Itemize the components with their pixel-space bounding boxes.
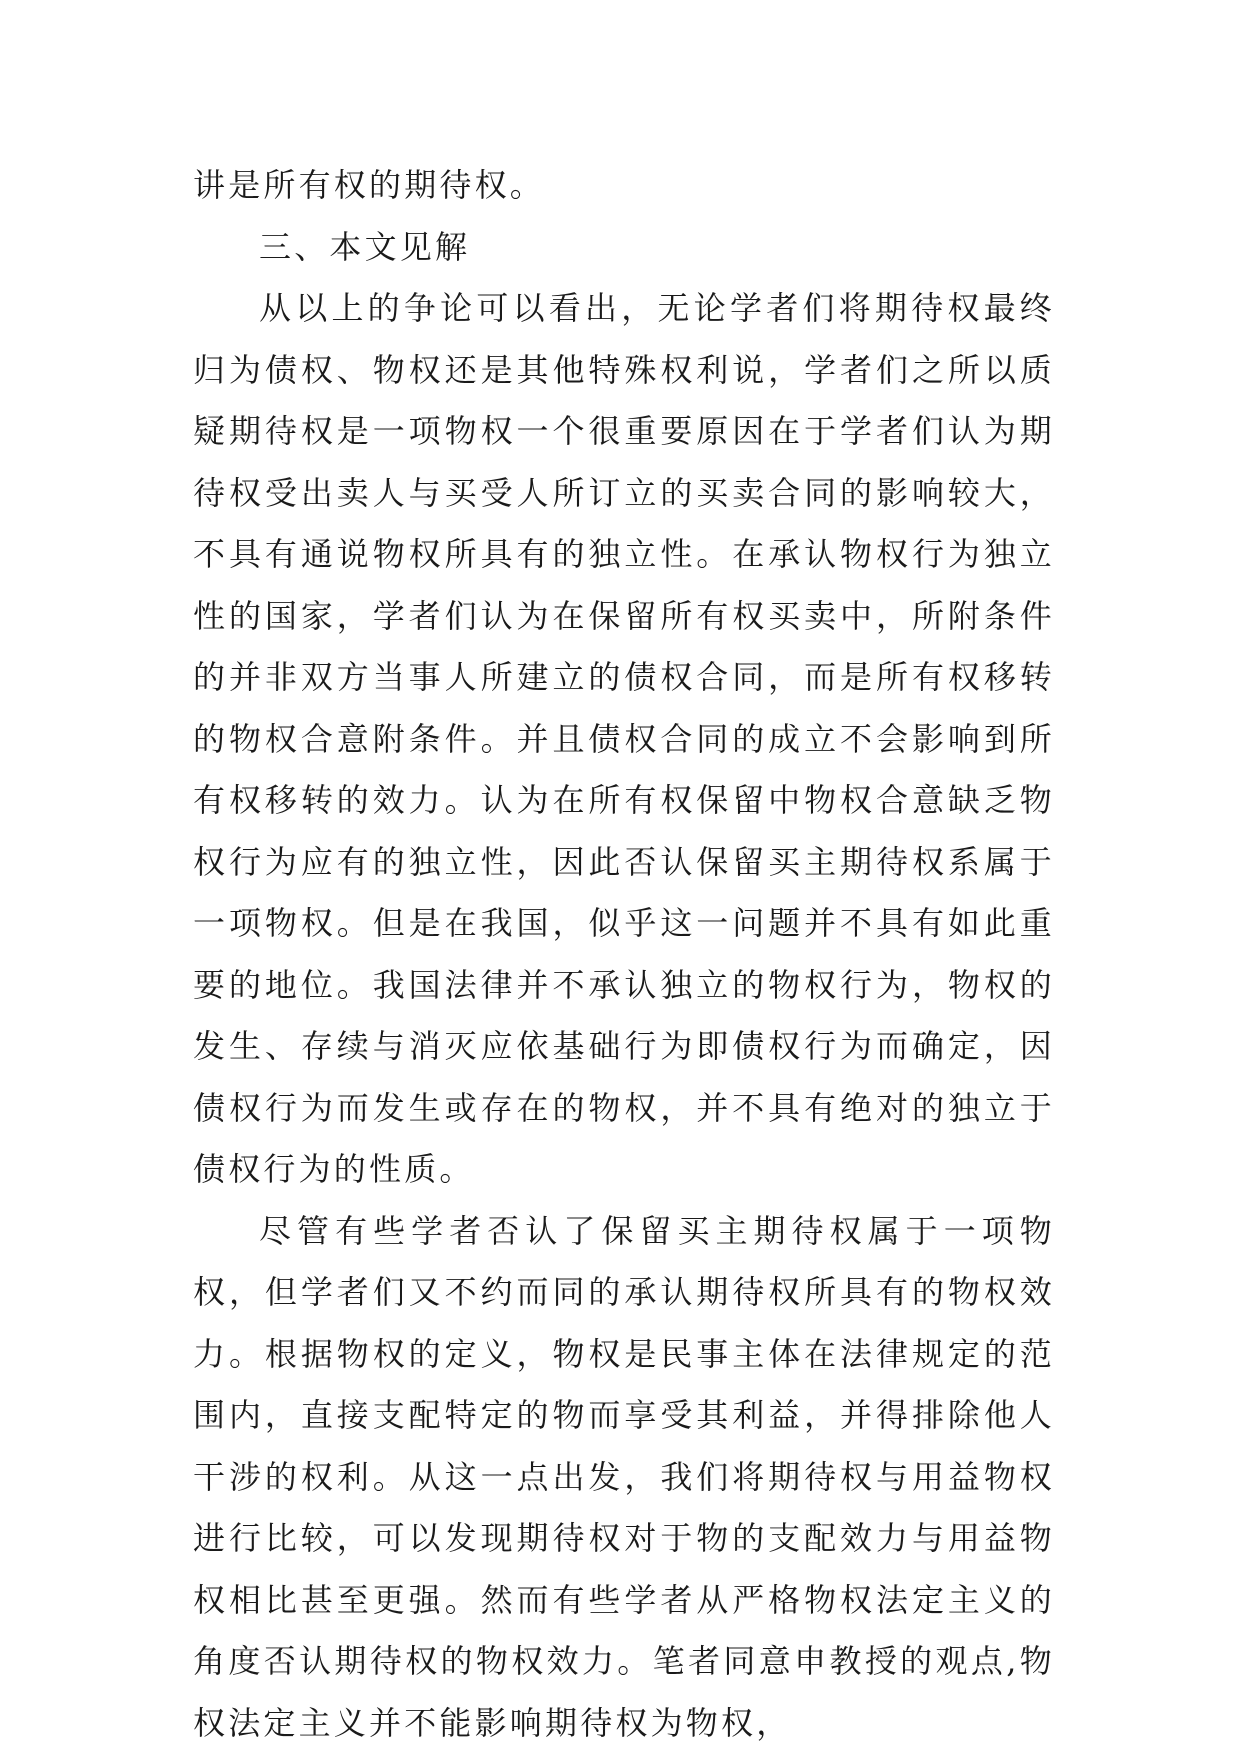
paragraph: 尽管有些学者否认了保留买主期待权属于一项物权，但学者们又不约而同的承认期待权所具有的物权效力。根据物权的定义，物权是民事主体在法律规定的范围内，直接支配特定的物而享受其利益，并得排除他人干涉的权利。从这一点出发，我们将期待权与用益物权进行比较，可以发现期待权对于物的支配效力与用益物权相比甚至更强。然而有些学者从严格物权法定主义的角度否认期待权的物权效力。笔者同意申教授的观点,物权法定主义并不能影响期待权为物权， xyxy=(193,1211,1055,1742)
section-heading: 三、本文见解 xyxy=(259,227,471,266)
paragraph: 从以上的争论可以看出，无论学者们将期待权最终归为债权、物权还是其他特殊权利说，学者们之所以质疑期待权是一项物权一个很重要原因在于学者们认为期待权受出卖人与买受人所订立的买卖合同的影响较大，不具有通说物权所具有的独立性。在承认物权行为独立性的国家，学者们认为在保留所有权买卖中，所附条件的并非双方当事人所建立的债权合同，而是所有权移转的物权合意附条件。并且债权合同的成立不会影响到所有权移转的效力。认为在所有权保留中物权合意缺乏物权行为应有的独立性，因此否认保留买主期待权系属于一项物权。但是在我国，似乎这一问题并不具有如此重要的地位。我国法律并不承认独立的物权行为，物权的发生、存续与消灭应依基础行为即债权行为而确定，因债权行为而发生或存在的物权，并不具有绝对的独立于债权行为的性质。 xyxy=(193,289,1055,1188)
paragraph-continuation: 讲是所有权的期待权。 xyxy=(193,166,546,204)
document-body xyxy=(193,155,1055,1754)
